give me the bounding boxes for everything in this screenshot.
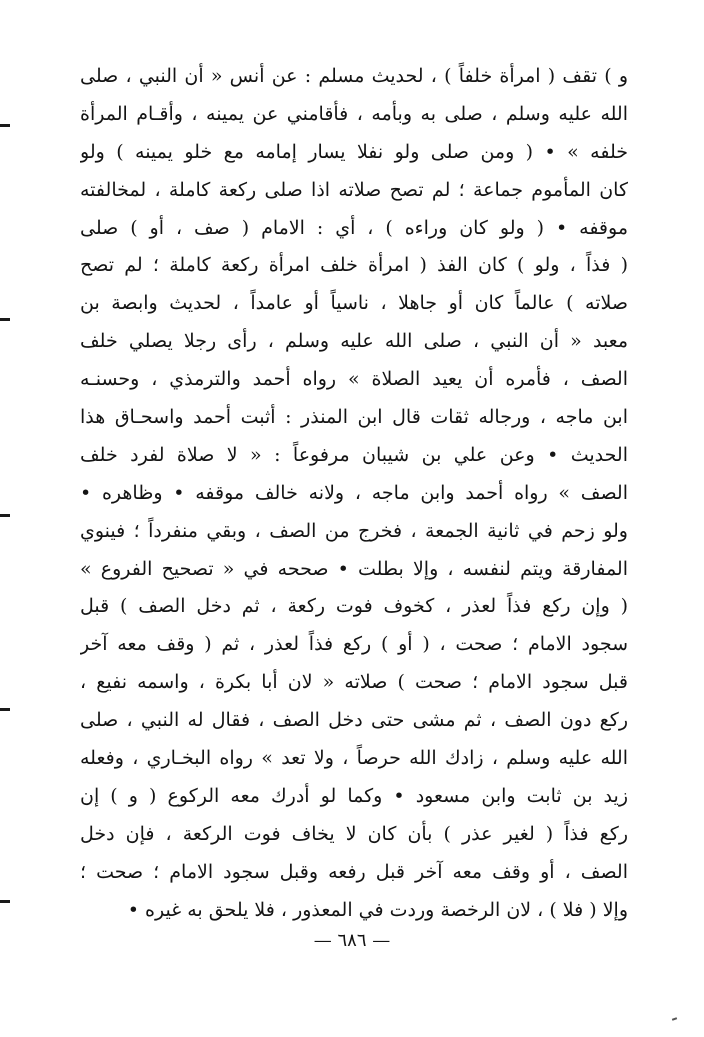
text-line: زيد بن ثابت وابن مسعود • وكما لو أدرك معه الركوع ( و ) إن [80,784,628,807]
text-line: سجود الامام ؛ صحت ، ( أو ) ركع فذاً لعذر ، ثم ( وقف معه آخر [80,633,628,656]
text-line: معبد « أن النبي ، صلى الله عليه وسلم ، رأى رجلا يصلي خلف [80,330,628,353]
text-line: و ) تقف ( امرأة خلفاً ) ، لحديث مسلم : عن أنس « أن النبي ، صلى [80,65,628,87]
text-line: كان المأموم جماعة ؛ لم تصح صلاته اذا صلى ركعة كاملة ، لمخالفته [80,178,628,201]
text-line: الحديث • وعن علي بن شيبان مرفوعاً : « لا صلاة لفرد خلف [80,443,628,466]
margin-mark [0,514,10,517]
text-line: ( فذاً ، ولو ) كان الفذ ( امرأة خلف امرأة ركعة كاملة ؛ لم تصح [80,254,628,277]
text-line: ابن ماجه ، ورجاله ثقات قال ابن المنذر : أثبت أحمد واسحـاق هذا [80,406,628,429]
text-line: ولو زحم في ثانية الجمعة ، فخرج من الصف ، وبقي منفرداً ؛ فينوي [80,519,628,542]
text-line: ( وإن ركع فذاً لعذر ، كخوف فوت ركعة ، ثم دخل الصف ) قبل [80,595,628,618]
text-line: الصف » رواه أحمد وابن ماجه ، ولانه خالف موقفه • وظاهره • [80,481,628,504]
text-line: الصف ، أو وقف معه آخر قبل رفعه وقبل سجود الامام ؛ صحت ؛ [80,860,628,883]
text-line: الله عليه وسلم ، صلى به وبأمه ، فأقامني عن يمينه ، وأقـام المرأة [80,102,628,125]
text-line: المفارقة ويتم لنفسه ، وإلا بطلت • صححه في « تصحيح الفروع » [80,557,628,580]
margin-mark [0,708,10,711]
body-text [80,58,628,929]
text-line: موقفه • ( ولو كان وراءه ) ، أي : الامام ( صف ، أو ) صلى [80,216,628,239]
margin-mark [0,318,10,321]
margin-mark [0,124,10,127]
margin-mark [0,900,10,903]
text-line: الله عليه وسلم ، زادك الله حرصاً ، ولا تعد » رواه البخـاري ، وفعله [80,747,628,770]
text-line: خلفه » • ( ومن صلى ولو نفلا يسار إمامه مع خلو يمينه ) ولو [80,140,628,163]
text-line: صلاته ) عالماً كان أو جاهلا ، ناسياً أو عامداً ، لحديث وابصة بن [80,292,628,315]
text-line: وإلا ( فلا ) ، لان الرخصة وردت في المعذور ، فلا يلحق به غيره • [127,898,628,921]
text-line: الصف ، فأمره أن يعيد الصلاة » رواه أحمد والترمذي ، وحسنـه [80,368,628,391]
text-line: ركع دون الصف ، ثم مشى حتى دخل الصف ، فقال له النبي ، صلى [80,709,628,732]
text-line: ركع فذاً ( لغير عذر ) بأن كان لا يخاف فوت الركعة ، فإن دخل [80,822,628,845]
scan-speck [672,1017,677,1021]
page-number: — ٦٨٦ — [313,930,391,951]
text-line: قبل سجود الامام ؛ صحت ) صلاته « لان أبا بكرة ، واسمه نفيع ، [80,671,628,694]
